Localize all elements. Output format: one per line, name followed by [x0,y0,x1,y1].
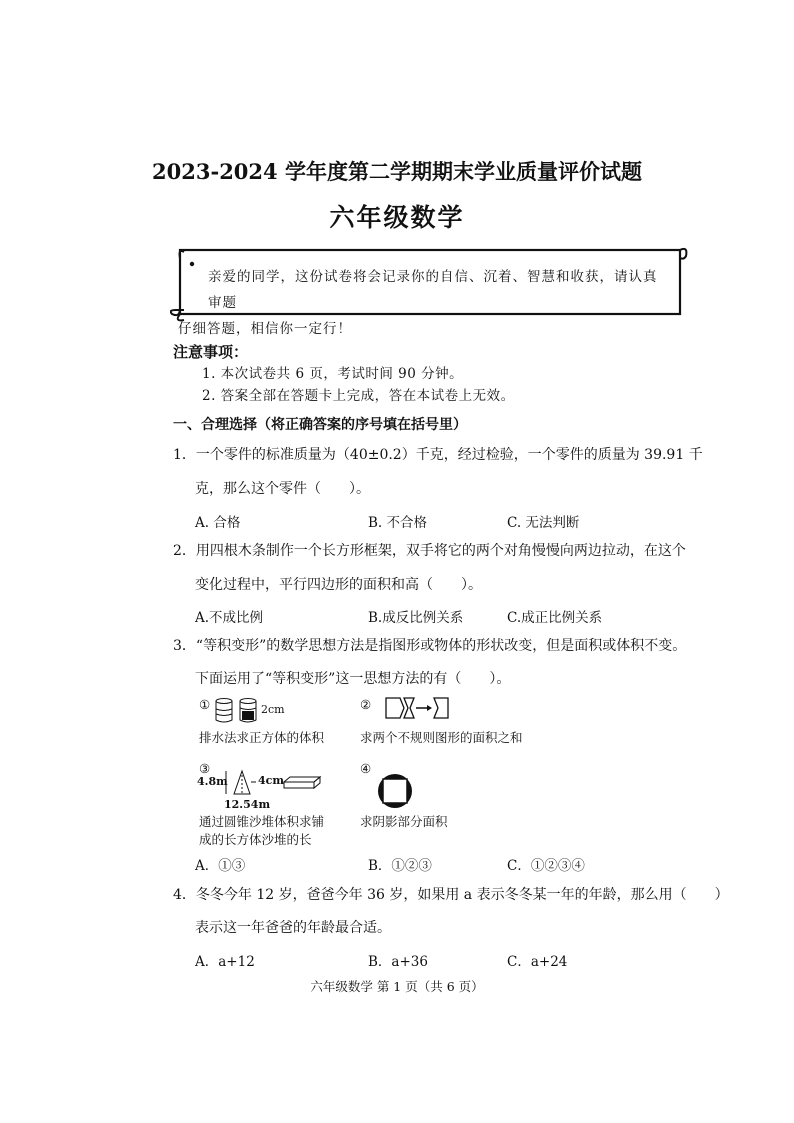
q2-option-b: B.成反比例关系 [368,610,464,626]
q3-line-2: 下面运用了“等积变形”这一思想方法的有（ ）。 [195,671,511,687]
q4-line-2: 表示这一年爸爸的年龄最合适。 [195,920,391,936]
q2-line-1: 2．用四根木条制作一个长方形框架，双手将它的两个对角慢慢向两边拉动，在这个 [173,543,686,559]
fig1-label: 2cm [261,703,285,716]
greeting-line-1: 亲爱的同学，这份试卷将会记录你的自信、沉着、智慧和收获，请认真审题 [208,269,658,311]
exam-subtitle: 六年级数学 [329,203,465,232]
q4-option-b: B．a+36 [368,954,428,970]
notice-heading: 注意事项： [173,343,249,361]
fig1-number: ① [199,697,211,712]
greeting-line-2: 仔细答题，相信你一定行！ [178,321,352,337]
greeting-text [178,264,670,342]
q1-option-a: A. 合格 [195,515,241,531]
q2-option-a: A.不成比例 [195,610,264,626]
page-footer: 六年级数学 第 1 页（共 6 页） [310,979,484,994]
fig4-caption: 求阴影部分面积 [360,814,448,829]
q1-line-2: 克，那么这个零件（ ）。 [195,481,370,497]
fig3-caption-1: 通过圆锥沙堆体积求铺 [199,814,325,829]
irregular-shapes-figure [384,696,454,722]
fig3-diameter-label: 12.54m [224,798,271,811]
q4-line-1: 4．冬冬今年 12 岁，爸爸今年 36 岁，如果用 a 表示冬冬某一年的年龄，那么用（ ） [173,887,729,903]
fig3-number: ③ [199,761,211,776]
fig3-width-label: 4cm [258,774,284,787]
q2-line-2: 变化过程中，平行四边形的面积和高（ ）。 [195,577,482,593]
q1-option-b: B. 不合格 [368,515,428,531]
notice-item-2: 2. 答案全部在答题卡上完成，答在本试卷上无效。 [202,388,515,404]
fig2-caption: 求两个不规则图形的面积之和 [360,730,523,745]
shaded-area-figure [376,772,414,810]
fig3-height-label: 4.8m [197,775,228,788]
q1-option-c: C. 无法判断 [507,515,580,531]
q1-line-1: 1．一个零件的标准质量为（40±0.2）千克，经过检验，一个零件的质量为 39.91 千 [173,447,703,463]
q3-line-1: 3．“等积变形”的数学思想方法是指图形或物体的形状改变，但是面积或体积不变。 [173,638,687,654]
exam-title: 2023-2024 学年度第二学期期末学业质量评价试题 [152,159,642,184]
q2-option-c: C.成正比例关系 [507,610,603,626]
beakers-figure [214,697,260,725]
fig3-caption-2: 成的长方体沙堆的长 [199,832,312,847]
fig2-number: ② [360,697,372,712]
q3-option-a: A．①③ [195,858,246,874]
fig1-caption: 排水法求正方体的体积 [199,730,325,745]
notice-item-1: 1. 本次试卷共 6 页，考试时间 90 分钟。 [202,366,464,382]
q4-option-c: C．a+24 [507,954,568,970]
q3-option-c: C．①②③④ [507,858,585,874]
section-heading: 一、合理选择（将正确答案的序号填在括号里） [173,417,467,433]
q4-option-a: A．a+12 [195,954,255,970]
fig4-number: ④ [360,761,372,776]
q3-option-b: B．①②③ [368,858,432,874]
